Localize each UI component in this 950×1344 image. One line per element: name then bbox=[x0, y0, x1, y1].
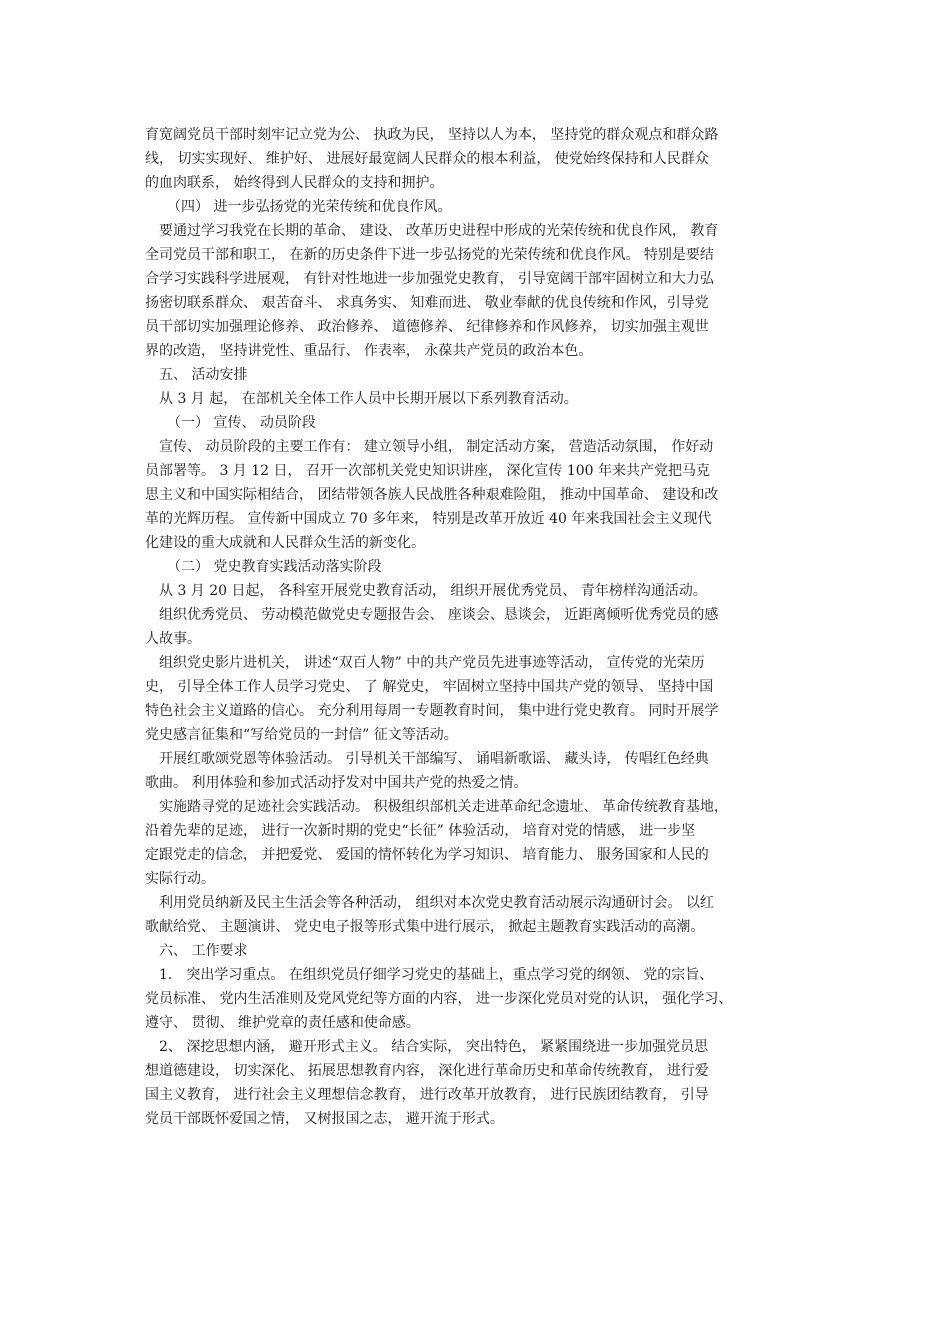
text-line: 开展红歌颂党恩等体验活动。 引导机关干部编写、 诵唱新歌谣、 藏头诗， 传唱红色经典 bbox=[159, 751, 709, 767]
text-line: 组织优秀党员、 劳动模范做党史专题报告会、 座谈会、恳谈会， 近距离倾听优秀党员的感 bbox=[159, 607, 719, 623]
text-line: 化建设的重大成就和人民群众生活的新变化。 bbox=[145, 535, 425, 551]
text-line: （二） 党史教育实践活动落实阶段 bbox=[167, 559, 382, 575]
text-line: 合学习实践科学进展观， 有针对性地进一步加强党史教育， 引导宽阔干部牢固树立和大力弘 bbox=[145, 271, 714, 287]
text-line: 定跟党走的信念， 并把爱党、 爱国的情怀转化为学习知识、 培育能力、 服务国家和人民的 bbox=[145, 847, 709, 863]
text-line: 歌献给党、 主题演讲、 党史电子报等形式集中进行展示， 掀起主题教育实践活动的高潮。 bbox=[145, 919, 705, 935]
text-line: 想道德建设， 切实深化、 拓展思想教育内容， 深化进行革命历史和革命传统教育， 进行爱 bbox=[145, 1063, 709, 1079]
text-line: 组织党史影片进机关， 讲述“双百人物” 中的共产党员先进事迹等活动， 宣传党的光荣历 bbox=[159, 655, 705, 671]
text-line: 全司党员干部和职工， 在新的历史条件下进一步弘扬党的光荣传统和优良作风。 特别是要结 bbox=[145, 247, 714, 263]
text-line: 党史感言征集和“写给党员的一封信” 征文等活动。 bbox=[145, 727, 458, 743]
text-line: 人故事。 bbox=[145, 631, 201, 647]
text-line: 实施踏寻党的足迹社会实践活动。 积极组织部机关走进革命纪念遗址、 革命传统教育基地， bbox=[159, 799, 728, 815]
text-line: 从 3 月 20 日起， 各科室开展党史教育活动， 组织开展优秀党员、 青年榜样沟通活动。 bbox=[159, 583, 707, 599]
text-line: 遵守、 贯彻、 维护党章的责任感和使命感。 bbox=[145, 1015, 420, 1031]
text-line: 扬密切联系群众、 艰苦奋斗、 求真务实、 知难而进、 敬业奉献的优良传统和作风，引导党 bbox=[145, 295, 709, 311]
text-line: 五、 活动安排 bbox=[159, 367, 248, 383]
text-line: 从 3 月 起， 在部机关全体工作人员中长期开展以下系列教育活动。 bbox=[159, 391, 578, 407]
text-line: 特色社会主义道路的信心。 充分利用每周一专题教育时间， 集中进行党史教育。 同时开展学 bbox=[145, 703, 719, 719]
text-line: 2、 深挖思想内涵， 避开形式主义。 结合实际， 突出特色， 紧紧围绕进一步加强党员思 bbox=[159, 1039, 709, 1055]
text-line: 界的改造， 坚持讲党性、重品行、 作表率， 永葆共产党员的政治本色。 bbox=[145, 343, 593, 359]
text-line: 员部署等。 3 月 12 日， 召开一次部机关党史知识讲座， 深化宣传 100 年来共产党把马克 bbox=[145, 463, 711, 479]
text-line: 国主义教育， 进行社会主义理想信念教育， 进行改革开放教育， 进行民族团结教育， 引导 bbox=[145, 1087, 709, 1103]
text-line: 沿着先辈的足迹， 进行一次新时期的党史“长征” 体验活动， 培育对党的情感， 进一步坚 bbox=[145, 823, 696, 839]
text-line: 的血肉联系， 始终得到人民群众的支持和拥护。 bbox=[145, 175, 444, 191]
text-line: 党员标准、 党内生活准则及党风党纪等方面的内容， 进一步深化党员对党的认识， 强化学习、 bbox=[145, 991, 733, 1007]
text-line: 革的光辉历程。 宣传新中国成立 70 多年来， 特别是改革开放近 40 年来我国社会主义现代 bbox=[145, 511, 712, 527]
text-line: 思主义和中国实际相结合， 团结带领各族人民战胜各种艰难险阻， 推动中国革命、 建设和改 bbox=[145, 487, 719, 503]
text-line: （一） 宣传、 动员阶段 bbox=[167, 415, 316, 431]
text-line: 六、 工作要求 bbox=[159, 943, 248, 959]
text-line: 1． 突出学习重点。 在组织党员仔细学习党史的基础上，重点学习党的纲领、 党的宗旨、 bbox=[159, 967, 714, 983]
document-body bbox=[145, 123, 810, 1131]
text-line: 实际行动。 bbox=[145, 871, 215, 887]
text-line: 育宽阔党员干部时刻牢记立党为公、 执政为民， 坚持以人为本， 坚持党的群众观点和群众路 bbox=[145, 127, 719, 143]
text-line: 利用党员纳新及民主生活会等各种活动， 组织对本次党史教育活动展示沟通研讨会。 以红 bbox=[159, 895, 714, 911]
text-line: （四） 进一步弘扬党的光荣传统和优良作风。 bbox=[167, 199, 452, 215]
text-line: 党员干部既怀爱国之情， 又树报国之志， 避开流于形式。 bbox=[145, 1111, 504, 1127]
text-line: 要通过学习我党在长期的革命、 建设、 改革历史进程中形成的光荣传统和优良作风， 教育 bbox=[159, 223, 719, 239]
text-line: 宣传、 动员阶段的主要工作有： 建立领导小组， 制定活动方案， 营造活动氛围， 作好动 bbox=[159, 439, 714, 455]
text-line: 员干部切实加强理论修养、 政治修养、 道德修养、 纪律修养和作风修养， 切实加强主观世 bbox=[145, 319, 709, 335]
text-line: 歌曲。 利用体验和参加式活动抒发对中国共产党的热爱之情。 bbox=[145, 775, 528, 791]
text-line: 史， 引导全体工作人员学习党史、 了 解党史， 牢固树立坚持中国共产党的领导、 坚持中国 bbox=[145, 679, 714, 695]
text-line: 线， 切实实现好、 维护好、 进展好最宽阔人民群众的根本利益， 使党始终保持和人民群众 bbox=[145, 151, 709, 167]
